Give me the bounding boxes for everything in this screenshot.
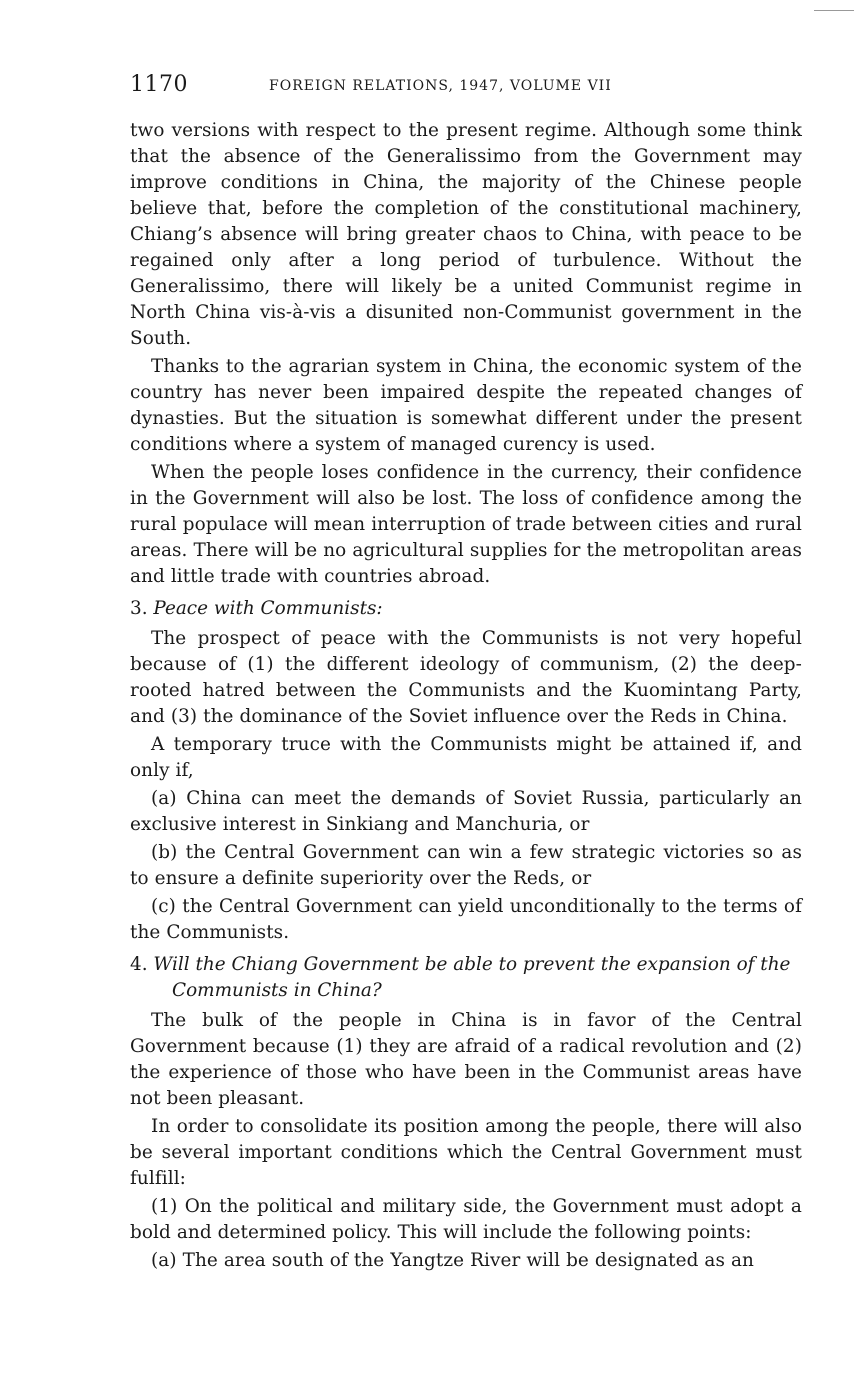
- document-page: [130, 70, 802, 1274]
- paragraph: The bulk of the people in China is in favor of the Central Government because (1) they are afraid of a radical revolution and (2) the experience of those who have been in the Communist areas have not been pleasant.: [130, 1010, 802, 1109]
- section-number: 4.: [130, 954, 148, 975]
- list-text: the Central Government can win a few strategic victories so as to ensure a definite superiority over the Reds, or: [130, 842, 802, 889]
- list-label: (a): [151, 788, 177, 809]
- section-heading: [130, 596, 802, 622]
- list-text: the Central Government can yield unconditionally to the terms of the Communists.: [130, 896, 802, 943]
- list-label: (c): [151, 896, 176, 917]
- list-label: (a): [151, 1250, 177, 1271]
- paragraph: When the people loses confidence in the currency, their confidence in the Government will also be lost. The loss of confidence among the rural populace will mean interruption of trade between cities and rural areas. There will be no agricultural supplies for the metropolitan areas and little trade with countries abroad.: [130, 462, 802, 587]
- list-item: [130, 1248, 802, 1274]
- list-item: [130, 786, 802, 838]
- list-label: (b): [151, 842, 178, 863]
- top-edge-rule: [814, 10, 854, 11]
- section-title: Will the Chiang Government be able to prevent the expansion of the Communists in China?: [153, 954, 791, 1001]
- paragraph: A temporary truce with the Communists might be attained if, and only if,: [130, 734, 802, 781]
- section-number: 3.: [130, 598, 148, 619]
- paragraph: In order to consolidate its position among the people, there will also be several important conditions which the Central Government must fulfill:: [130, 1116, 802, 1189]
- section-title: Peace with Communists:: [153, 598, 383, 619]
- list-text: China can meet the demands of Soviet Russia, particularly an exclusive interest in Sinkiang and Manchuria, or: [130, 788, 802, 835]
- paragraph: The prospect of peace with the Communists is not very hopeful because of (1) the different ideology of communism, (2) the deep-rooted hatred between the Communists and the Kuomintang Party, and (3) the dominance of the Soviet influence over the Reds in China.: [130, 628, 802, 727]
- running-header: [130, 70, 802, 106]
- section-heading: [130, 952, 802, 1004]
- paragraph: (1) On the political and military side, the Government must adopt a bold and determined policy. This will include the following points:: [130, 1196, 802, 1243]
- paragraph: Thanks to the agrarian system in China, the economic system of the country has never been impaired despite the repeated changes of dynasties. But the situation is somewhat different under the present conditions where a system of managed curency is used.: [130, 356, 802, 455]
- header-title: FOREIGN RELATIONS, 1947, VOLUME VII: [269, 78, 612, 94]
- document-body: [130, 118, 802, 1274]
- paragraph: two versions with respect to the present regime. Although some think that the absence of the Generalissimo from the Government may improve conditions in China, the majority of the Chinese people believe that, before the completion of the constitutional machinery, Chiang’s absence will bring greater chaos to China, with peace to be regained only after a long period of turbulence. Without the Generalissimo, there will likely be a united Communist regime in North China vis-à-vis a disunited non-Communist government in the South.: [130, 120, 802, 349]
- list-item: [130, 894, 802, 946]
- list-text: The area south of the Yangtze River will be designated as an: [182, 1250, 754, 1271]
- list-item: [130, 840, 802, 892]
- page-number: 1170: [130, 72, 188, 97]
